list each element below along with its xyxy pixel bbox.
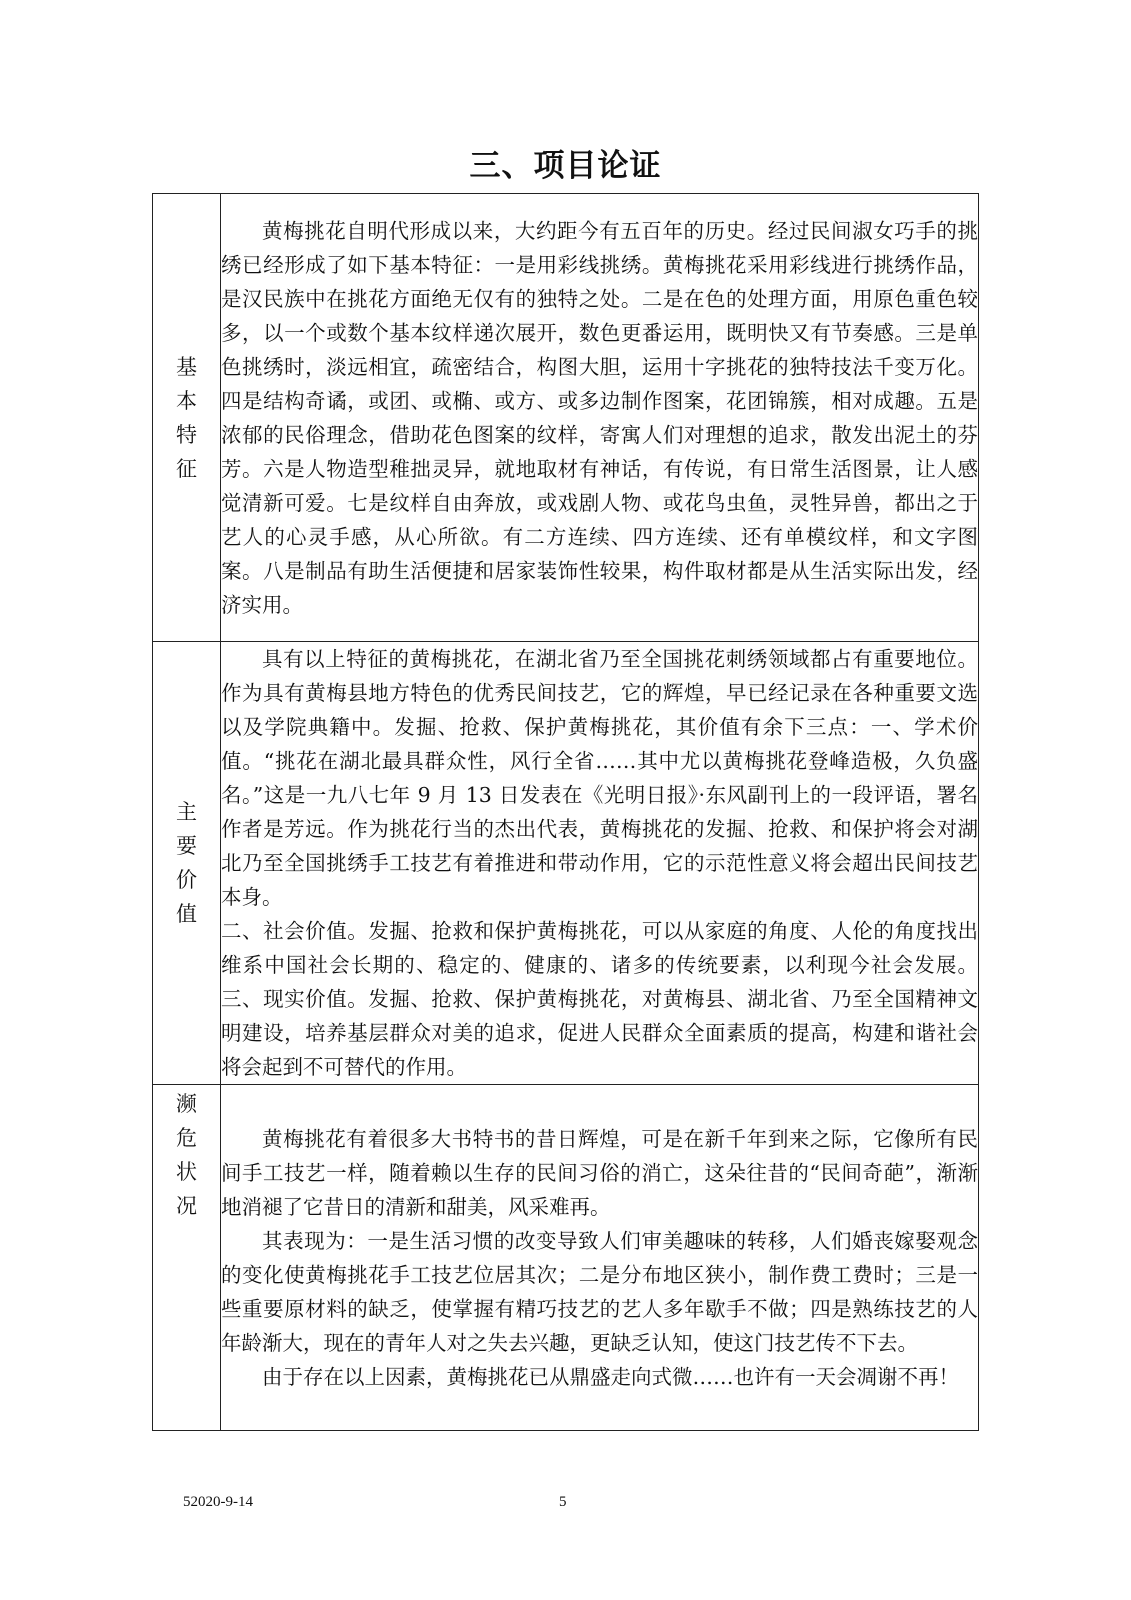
page-title: 三、项目论证	[469, 148, 662, 184]
label-basic-features	[153, 194, 221, 642]
label-char: 濒	[176, 1092, 197, 1116]
content-endangered-status	[221, 1085, 979, 1431]
paragraph: 其表现为：一是生活习惯的改变导致人们审美趣味的转移，人们婚丧嫁娶观念的变化使黄梅挑花手工技艺位居其次；二是分布地区狭小，制作费工费时；三是一些重要原材料的缺乏，使掌握有精巧技艺的艺人多年歇手不做；四是熟练技艺的人年龄渐大，现在的青年人对之失去兴趣，更缺乏认知，使这门技艺传不下去。	[221, 1228, 978, 1355]
label-char: 特	[176, 422, 197, 447]
label-char: 基	[176, 354, 197, 379]
label-char: 要	[176, 834, 197, 858]
label-endangered-status	[153, 1085, 221, 1431]
paragraph: 黄梅挑花自明代形成以来，大约距今有五百年的历史。经过民间淑女巧手的挑绣已经形成了如下基本特征：一是用彩线挑绣。黄梅挑花采用彩线进行挑绣作品，是汉民族中在挑花方面绝无仅有的独特之处。二是在色的处理方面，用原色重色较多，以一个或数个基本纹样递次展开，数色更番运用，既明快又有节奏感。三是单色挑绣时，淡远相宜，疏密结合，构图大胆，运用十字挑花的独特技法千变万化。四是结构奇谲，或团、或椭、或方、或多边制作图案，花团锦簇，相对成趣。五是浓郁的民俗理念，借助花色图案的纹样，寄寓人们对理想的追求，散发出泥土的芬芳。六是人物造型稚拙灵异，就地取材有神话，有传说，有日常生活图景，让人感觉清新可爱。七是纹样自由奔放，或戏剧人物、或花鸟虫鱼，灵牲异兽，都出之于艺人的心灵手感，从心所欲。有二方连续、四方连续、还有单模纹样，和文字图案。八是制品有助生活便捷和居家装饰性较果，构件取材都是从生活实际出发，经济实用。	[221, 218, 978, 617]
footer-code: 52020-9-14	[183, 1494, 253, 1510]
paragraph: 具有以上特征的黄梅挑花，在湖北省乃至全国挑花刺绣领域都占有重要地位。作为具有黄梅县地方特色的优秀民间技艺，它的辉煌，早已经记录在各种重要文选以及学院典籍中。发掘、抢救、保护黄梅挑花，其价值有余下三点：一、学术价值。“挑花在湖北最具群众性，风行全省……其中尤以黄梅挑花登峰造极，久负盛名。”这是一九八七年 9 月 13 日发表在《光明日报》·东风副刊上的一段评语，署名作者是芳远。作为挑花行当的杰出代表，黄梅挑花的发掘、抢救、和保护将会对湖北乃至全国挑绣手工技艺有着推进和带动作用，它的示范性意义将会超出民间技艺本身。	[221, 647, 978, 909]
label-char: 危	[176, 1126, 197, 1150]
content-main-value	[221, 642, 979, 1085]
label-char: 主	[176, 800, 197, 824]
label-char: 状	[176, 1160, 197, 1184]
page-number: 5	[559, 1494, 567, 1510]
paragraph: 由于存在以上因素，黄梅挑花已从鼎盛走向式微……也许有一天会凋谢不再！	[262, 1364, 959, 1389]
label-char: 价	[176, 868, 197, 892]
project-argument-table	[152, 193, 979, 1431]
label-char: 值	[176, 902, 197, 926]
table-row-main-value	[153, 642, 979, 1085]
table-row-endangered-status	[153, 1085, 979, 1431]
table-row-basic-features	[153, 194, 979, 642]
label-char: 征	[176, 456, 197, 481]
paragraph: 二、社会价值。发掘、抢救和保护黄梅挑花，可以从家庭的角度、人伦的角度找出维系中国社会长期的、稳定的、健康的、诸多的传统要素，以利现今社会发展。三、现实价值。发掘、抢救、保护黄梅挑花，对黄梅县、湖北省、乃至全国精神文明建设，培养基层群众对美的追求，促进人民群众全面素质的提高，构建和谐社会将会起到不可替代的作用。	[221, 919, 978, 1079]
label-char: 本	[176, 388, 197, 413]
label-char: 况	[176, 1194, 197, 1218]
paragraph: 黄梅挑花有着很多大书特书的昔日辉煌，可是在新千年到来之际，它像所有民间手工技艺一样，随着赖以生存的民间习俗的消亡，这朵往昔的“民间奇葩”，渐渐地消褪了它昔日的清新和甜美，风采难再。	[221, 1126, 978, 1219]
label-main-value	[153, 642, 221, 1085]
content-basic-features	[221, 194, 979, 642]
